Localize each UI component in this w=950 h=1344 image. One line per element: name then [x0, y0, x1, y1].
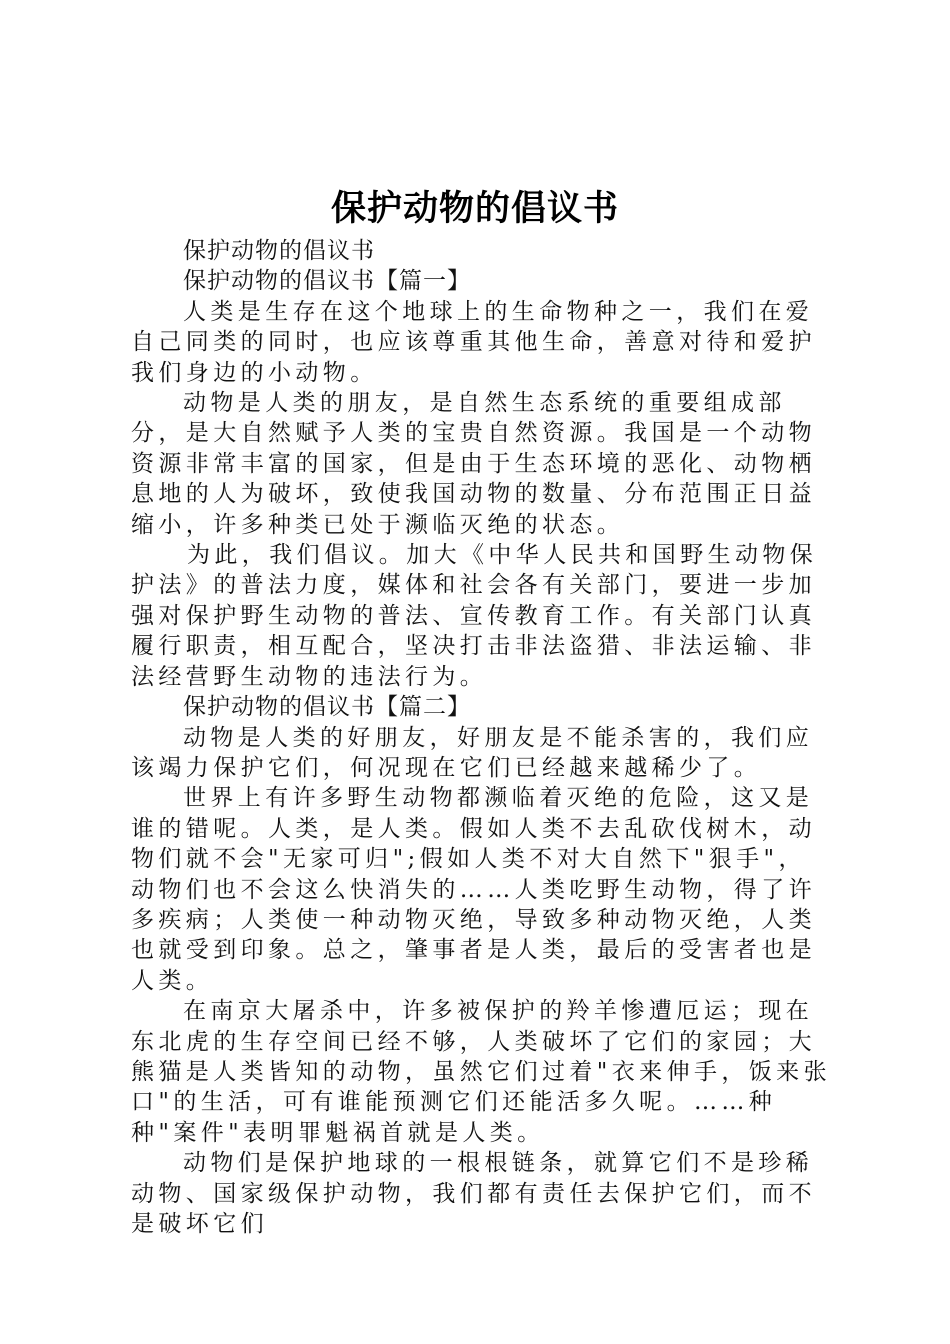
paragraph: 动物是人类的好朋友，好朋友是不能杀害的，我们应该竭力保护它们，何况现在它们已经越来越稀少了。 — [131, 724, 814, 781]
paragraph: 人类是生存在这个地球上的生命物种之一，我们在爱自己同类的同时，也应该尊重其他生命，善意对待和爱护我们身边的小动物。 — [131, 298, 816, 386]
section-heading-1: 保护动物的倡议书【篇一】 — [183, 268, 471, 295]
document-title: 保护动物的倡议书 — [330, 188, 619, 229]
paragraph: 动物们是保护地球的一根根链条，就算它们不是珍稀动物、国家级保护动物，我们都有责任去保护它们，而不是破坏它们 — [131, 1150, 816, 1237]
document-body — [131, 236, 831, 1239]
paragraph: 世界上有许多野生动物都濒临着灭绝的危险，这又是谁的错呢。人类，是人类。假如人类不去乱砍伐树木，动物们就不会"无家可归";假如人类不对大自然下"狠手"，动物们也不会这么快消失的……人类吃野生动物，得了许多疾病；人类使一种动物灭绝，导致多种动物灭绝，人类也就受到印象。总之，肇事者是人类，最后的受害者也是人类。 — [131, 785, 816, 994]
paragraph: 为此，我们倡议。加大《中华人民共和国野生动物保护法》的普法力度，媒体和社会各有关部门，要进一步加强对保护野生动物的普法、宣传教育工作。有关部门认真履行职责，相互配合，坚决打击非法盗猎、非法运输、非法经营野生动物的违法行为。 — [131, 542, 818, 690]
paragraph-subtitle: 保护动物的倡议书 — [183, 238, 375, 264]
paragraph: 动物是人类的朋友，是自然生态系统的重要组成部分，是大自然赋予人类的宝贵自然资源。我国是一个动物资源非常丰富的国家，但是由于生态环境的恶化、动物栖息地的人为破坏，致使我国动物的数量、分布范围正日益缩小，许多种类已处于濒临灭绝的状态。 — [131, 390, 816, 538]
paragraph: 在南京大屠杀中，许多被保护的羚羊惨遭厄运；现在东北虎的生存空间已经不够，人类破坏了它们的家园；大熊猫是人类皆知的动物，虽然它们过着"衣来伸手，饭来张口"的生活，可有谁能预测它们还能活多久呢。……种种"案件"表明罪魁祸首就是人类。 — [131, 998, 831, 1146]
section-heading-2: 保护动物的倡议书【篇二】 — [183, 694, 471, 721]
